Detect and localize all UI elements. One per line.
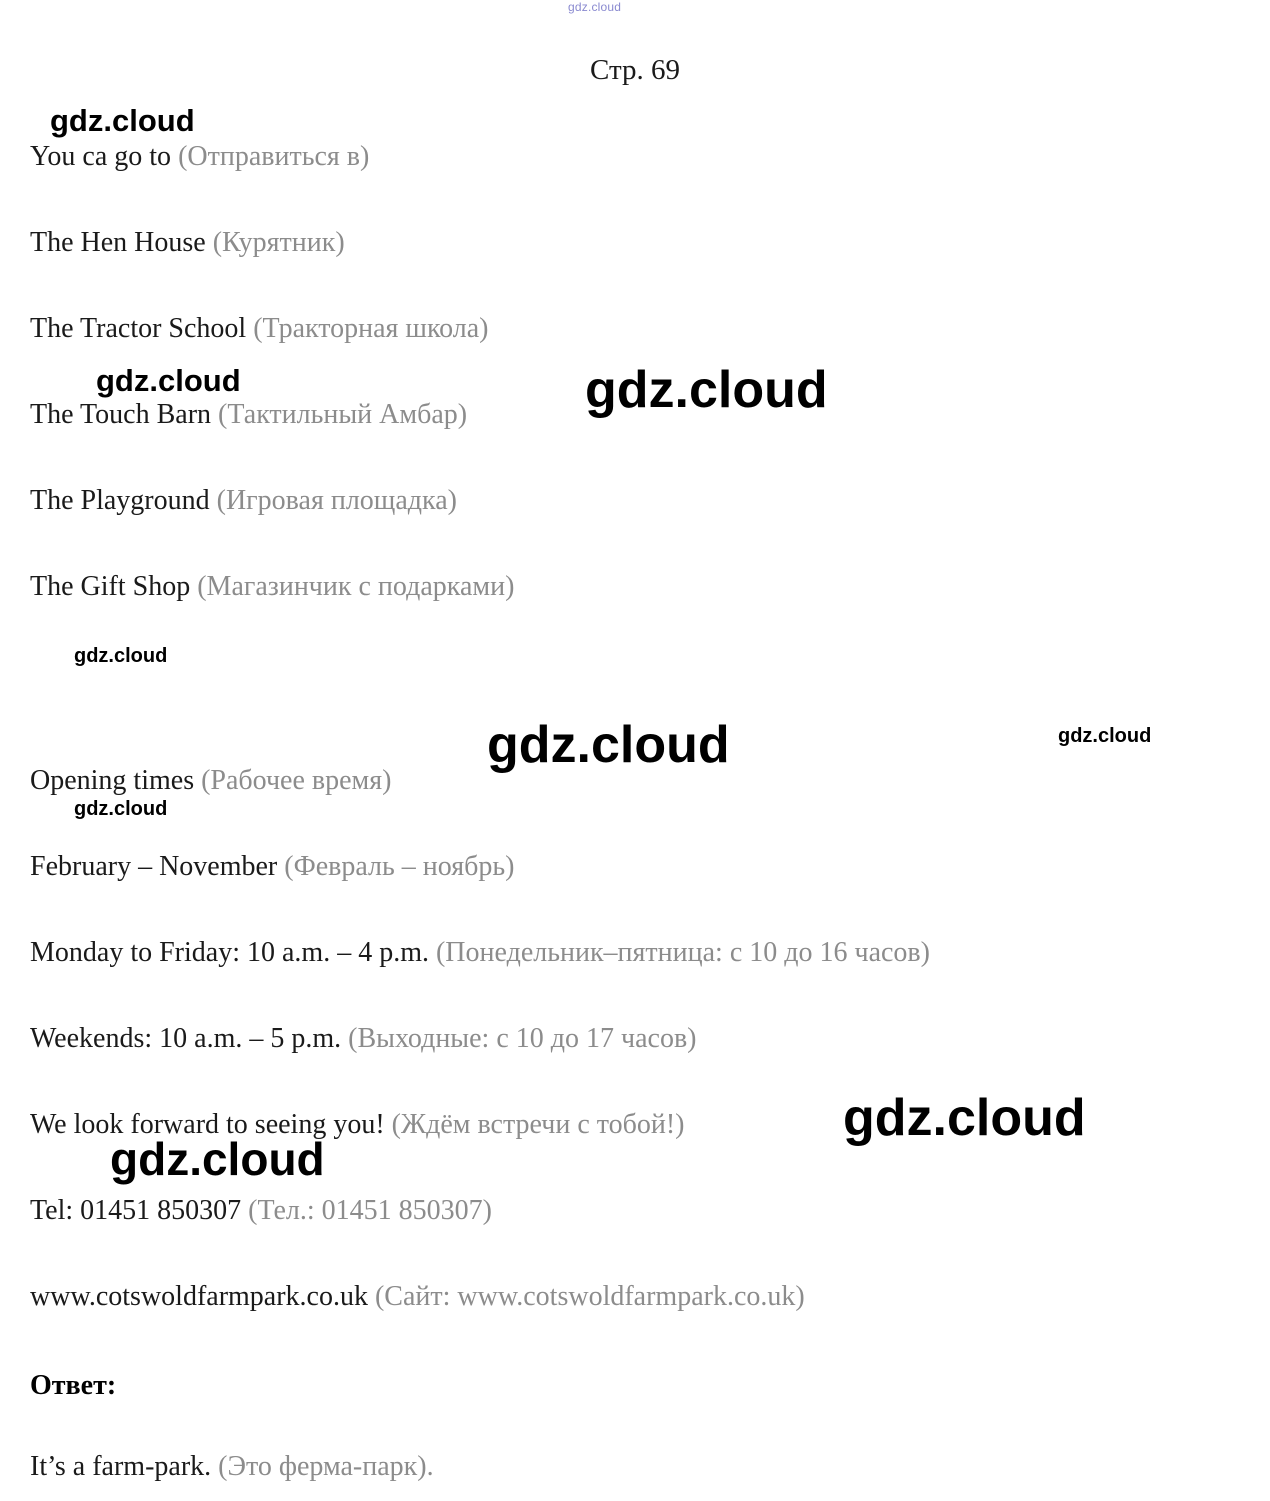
- line-english: www.cotswoldfarmpark.co.uk: [30, 1281, 375, 1312]
- text-line: [30, 1022, 1230, 1056]
- line-english: The Gift Shop: [30, 571, 198, 602]
- line-russian: (Магазинчик с подарками): [197, 571, 515, 602]
- line-russian: (Игровая площадка): [216, 485, 457, 516]
- line-english: Weekends: 10 a.m. – 5 p.m.: [30, 1023, 349, 1054]
- line-russian: (Выходные: с 10 до 17 часов): [348, 1023, 697, 1054]
- answer-label: Ответ:: [30, 1370, 117, 1401]
- page-number: Стр. 69: [590, 54, 680, 86]
- watermark: gdz.cloud: [74, 798, 168, 820]
- document-content: [30, 140, 1230, 1484]
- text-line: [30, 484, 1230, 518]
- text-line: [30, 764, 1230, 798]
- watermark: gdz.cloud: [74, 645, 168, 667]
- text-line: [30, 398, 1230, 432]
- text-line: [30, 1194, 1230, 1228]
- watermark: gdz.cloud: [110, 1133, 325, 1185]
- text-line: [30, 850, 1230, 884]
- answer-english: It’s a farm-park.: [30, 1451, 219, 1482]
- line-russian: (Сайт: www.cotswoldfarmpark.co.uk): [374, 1281, 805, 1312]
- watermark: gdz.cloud: [585, 361, 828, 419]
- line-english: The Tractor School: [30, 313, 254, 344]
- top-watermark: gdz.cloud: [568, 0, 622, 14]
- text-line: [30, 1108, 1230, 1142]
- watermark: gdz.cloud: [96, 363, 241, 398]
- line-english: February – November: [30, 851, 285, 882]
- text-line: [30, 936, 1230, 970]
- text-line: [30, 570, 1230, 604]
- line-english: The Touch Barn: [30, 399, 219, 430]
- line-russian: (Тел.: 01451 850307): [248, 1195, 493, 1226]
- line-russian: (Отправиться в): [178, 141, 370, 172]
- watermark: gdz.cloud: [50, 103, 195, 138]
- line-russian: (Курятник): [212, 227, 345, 258]
- line-russian: (Ждём встречи с тобой!): [391, 1109, 685, 1140]
- line-english: Opening times: [30, 765, 202, 796]
- line-english: The Playground: [30, 485, 217, 516]
- line-english: Tel: 01451 850307: [30, 1195, 249, 1226]
- line-english: The Hen House: [30, 227, 213, 258]
- text-line: [30, 140, 1230, 174]
- line-russian: (Рабочее время): [201, 765, 392, 796]
- text-line: [30, 226, 1230, 260]
- text-line: [30, 312, 1230, 346]
- line-russian: (Понедельник–пятница: с 10 до 16 часов): [435, 937, 930, 968]
- watermark: gdz.cloud: [487, 716, 730, 774]
- line-english: Monday to Friday: 10 a.m. – 4 p.m.: [30, 937, 436, 968]
- line-russian: (Тракторная школа): [253, 313, 489, 344]
- watermark: gdz.cloud: [1058, 725, 1152, 747]
- line-russian: (Тактильный Амбар): [218, 399, 468, 430]
- watermark: gdz.cloud: [843, 1089, 1086, 1147]
- line-english: We look forward to seeing you!: [30, 1109, 392, 1140]
- line-english: You ca go to: [30, 141, 179, 172]
- answer-russian: (Это ферма-парк).: [218, 1451, 434, 1482]
- text-line: [30, 1280, 1230, 1314]
- line-russian: (Февраль – ноябрь): [284, 851, 515, 882]
- answer-line: [30, 1450, 1230, 1484]
